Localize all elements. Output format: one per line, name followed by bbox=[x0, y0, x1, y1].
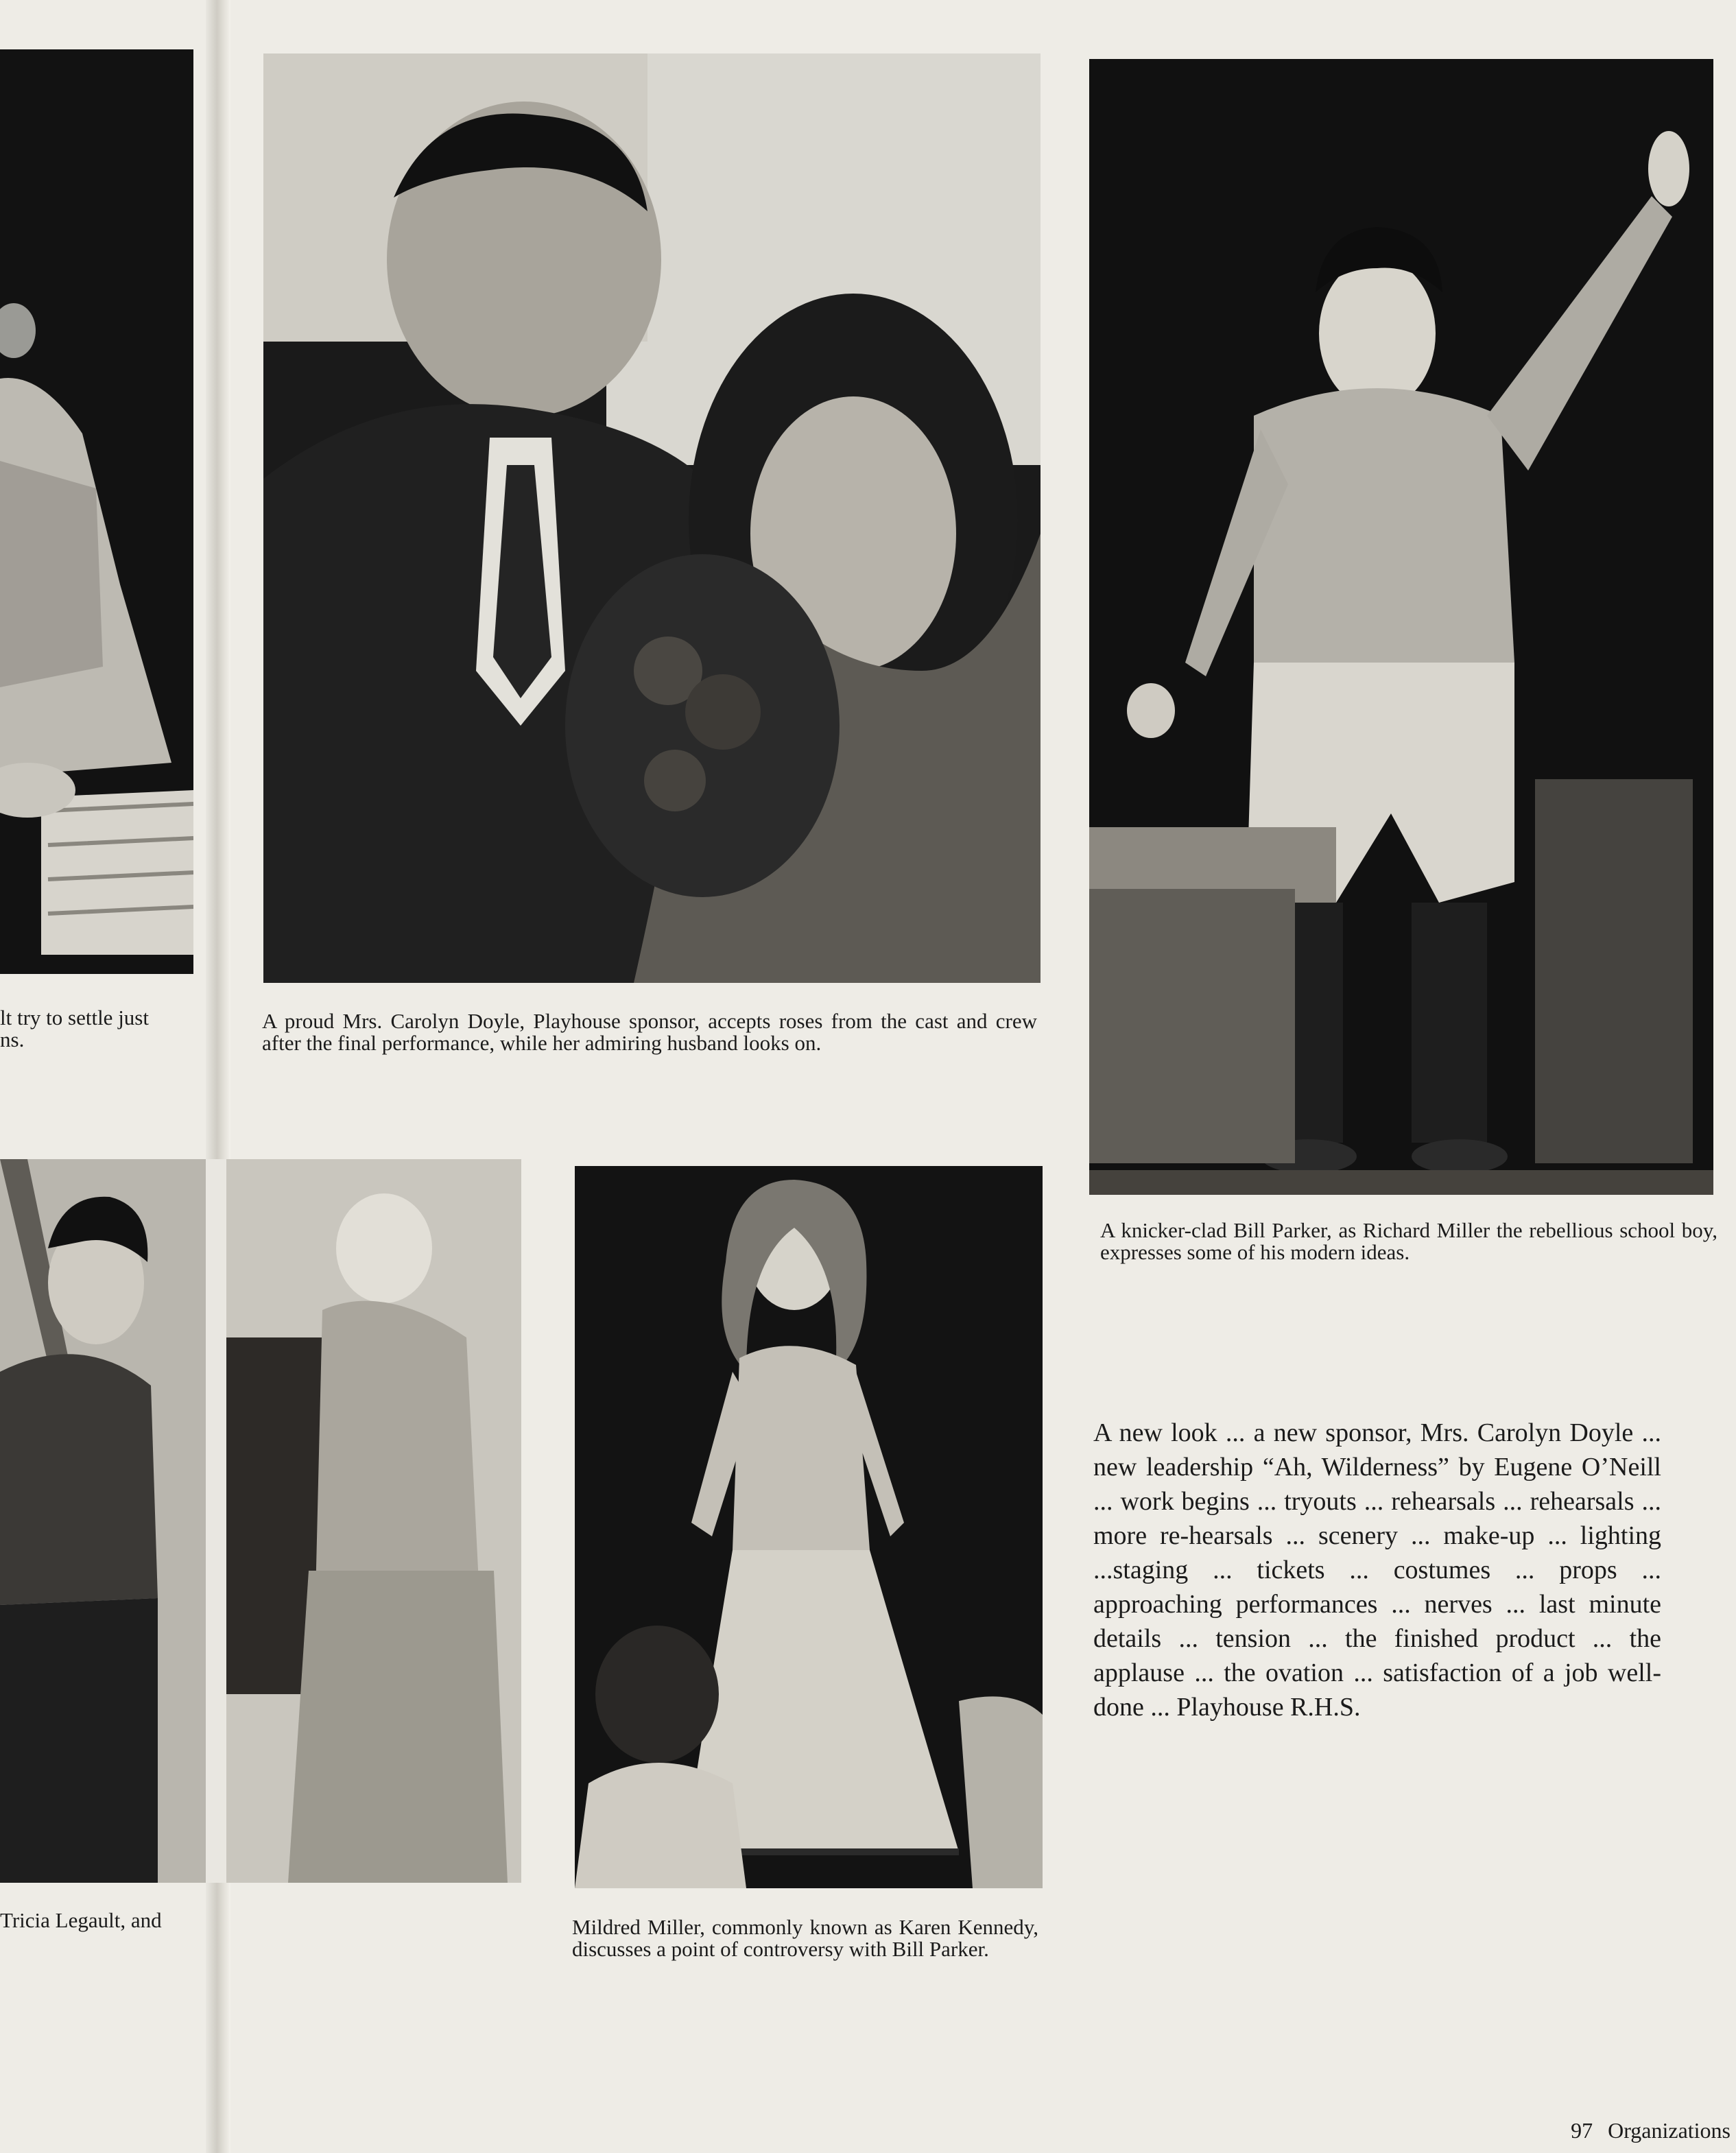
playhouse-body-copy: A new look ... a new sponsor, Mrs. Carolyn Doyle ... new leadership “Ah, Wilderness” by Eugene O’Neill ... work begins ... tryouts ... rehearsals ... rehearsals ... more re-hearsals ... scenery ... make-up ... lighting ...staging ... tickets ... costumes ... props ... approaching performances ... nerves ... last minute details ... tension ... the finished product ... the applause ... the ovation ... satisfaction of a job well-done ... Playhouse R.H.S. bbox=[1093, 1418, 1661, 1722]
caption-mildred: Mildred Miller, commonly known as Karen Kennedy, discusses a point of controversy with Bill Parker. bbox=[572, 1915, 1038, 1961]
caption-left-top-fragment: lt try to settle just ns. bbox=[0, 1006, 149, 1051]
caption-parker: A knicker-clad Bill Parker, as Richard Miller the rebellious school boy, expresses some of his modern ideas. bbox=[1100, 1218, 1717, 1264]
stage-photo-left-bottom bbox=[0, 1159, 521, 1883]
page-folio bbox=[1556, 2118, 1731, 2143]
caption-left-bottom-fragment: Tricia Legault, and bbox=[0, 1908, 162, 1932]
stage-photo-left-top bbox=[0, 49, 193, 974]
page-number: 97 bbox=[1571, 2118, 1593, 2143]
mildred-miller-photo bbox=[575, 1166, 1043, 1888]
caption-doyle: A proud Mrs. Carolyn Doyle, Playhouse sponsor, accepts roses from the cast and crew after the final performance, while her admiring husband looks on. bbox=[262, 1009, 1037, 1055]
doyle-roses-photo bbox=[263, 53, 1041, 983]
section-name: Organizations bbox=[1608, 2118, 1731, 2143]
bill-parker-photo bbox=[1089, 59, 1713, 1195]
